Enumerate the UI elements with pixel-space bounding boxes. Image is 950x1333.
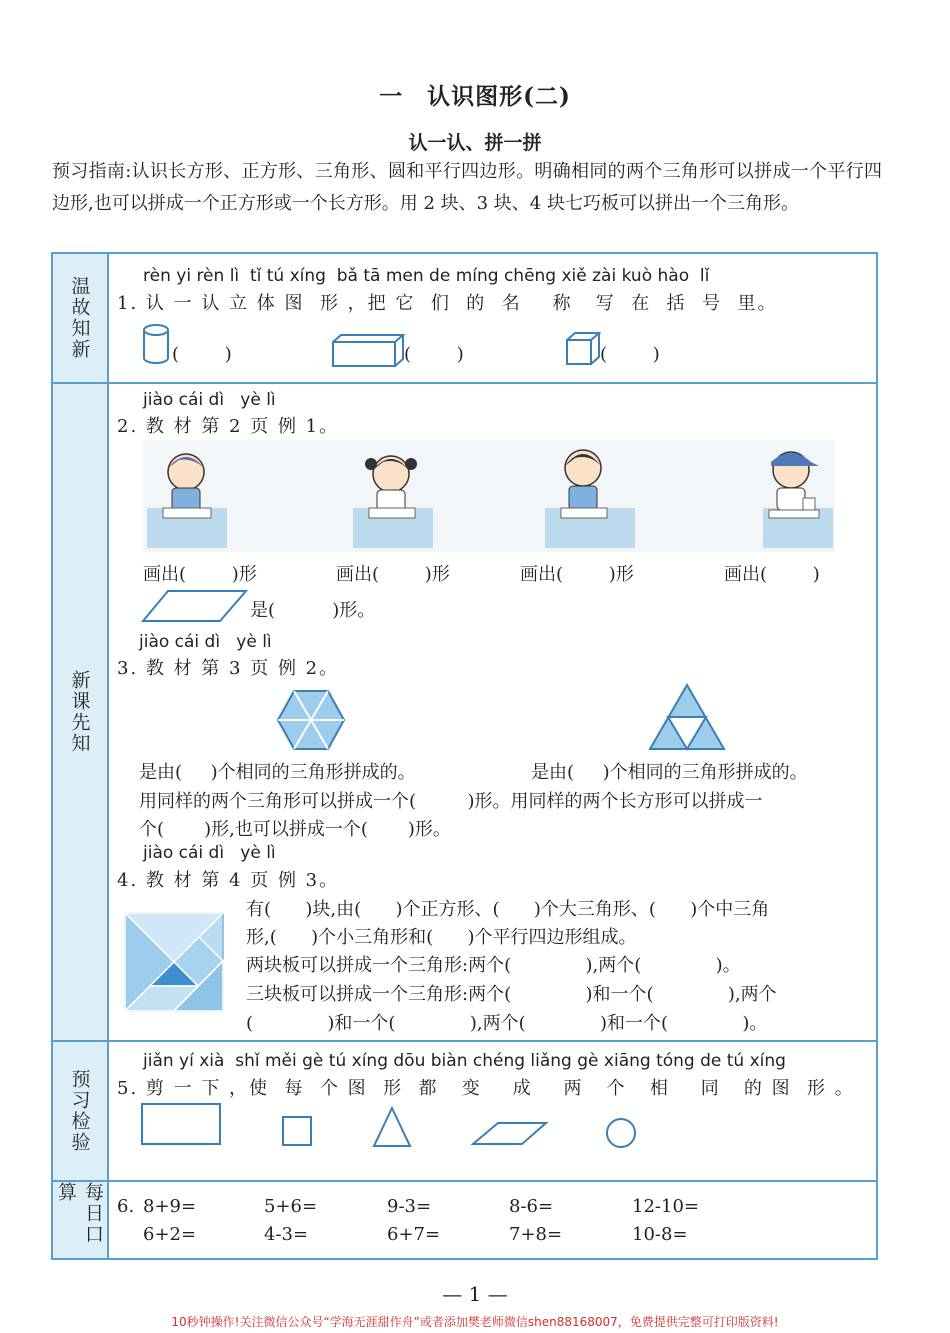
q2-draw-label-2[interactable]: 画出( )形	[336, 564, 450, 585]
q4-line-2[interactable]: 形,( )个小三角形和( )个平行四边形组成。	[246, 927, 637, 948]
section-label-review: 温故知新	[53, 254, 109, 382]
q3-line1a[interactable]: 是由( )个相同的三角形拼成的。	[139, 762, 416, 783]
parallelogram-icon	[140, 588, 250, 624]
section-label-daily-calc: 每日口算	[53, 1182, 109, 1258]
q2-text: 2. 教 材 第 2 页 例 1。	[117, 416, 340, 437]
promo-banner: 10秒钟操作!关注微信公众号“学海无涯甜作舟”或者添加樊老师微信shen88168007，免费提供完整可打印版资料!	[171, 1315, 779, 1329]
calc-item[interactable]: 6+7=	[387, 1224, 441, 1245]
children-drawing-illustration	[143, 440, 835, 552]
q4-line-5[interactable]: ( )和一个( ),两个( )和一个( )。	[246, 1013, 768, 1034]
parallelogram-shape-icon[interactable]	[470, 1120, 550, 1148]
cylinder-icon	[140, 322, 176, 366]
calc-item[interactable]: 7+8=	[509, 1224, 563, 1245]
section-label-new-lesson: 新课先知	[53, 384, 109, 1040]
triangle-of-triangles-icon	[648, 682, 726, 752]
q2-parallelogram-answer[interactable]: 是( )形。	[250, 600, 376, 621]
calc-item[interactable]: 4-3=	[264, 1224, 309, 1245]
page-number: — 1 —	[442, 1282, 508, 1306]
q1-blank-2[interactable]: ( )	[404, 344, 464, 365]
section-label-preview-check: 预习检验	[53, 1042, 109, 1180]
q4-line-3[interactable]: 两块板可以拼成一个三角形:两个( ),两个( )。	[246, 955, 741, 976]
q2-pinyin: jiào cái dì yè lì	[143, 390, 276, 410]
triangle-shape-icon[interactable]	[372, 1106, 412, 1148]
cuboid-icon	[331, 332, 407, 368]
page-title: 一 认识图形(二)	[379, 83, 571, 110]
calc-item[interactable]: 12-10=	[632, 1196, 699, 1217]
divider	[53, 382, 876, 384]
calc-item[interactable]: 10-8=	[632, 1224, 688, 1245]
calc-item[interactable]: 8-6=	[509, 1196, 554, 1217]
q4-text: 4. 教 材 第 4 页 例 3。	[117, 870, 340, 891]
q6-label: 6.	[117, 1196, 135, 1217]
calc-item[interactable]: 5+6=	[264, 1196, 318, 1217]
q3-line2[interactable]: 用同样的两个三角形可以拼成一个( )形。用同样的两个长方形可以拼成一	[139, 791, 763, 812]
q3-text: 3. 教 材 第 3 页 例 2。	[117, 658, 340, 679]
q5-text: 5. 剪 一 下 ，使 每 个 图 形 都 变 成 两 个 相 同 的 图 形 。	[117, 1078, 855, 1099]
circle-shape-icon[interactable]	[604, 1116, 638, 1150]
q5-pinyin: jiǎn yí xià shǐ měi gè tú xíng dōu biàn chéng liǎng gè xiāng tóng de tú xíng	[143, 1051, 786, 1071]
rectangle-shape-icon[interactable]	[140, 1102, 224, 1148]
q2-draw-label-3[interactable]: 画出( )形	[520, 564, 634, 585]
q3-line3[interactable]: 个( )形,也可以拼成一个( )形。	[139, 819, 451, 840]
calc-item[interactable]: 6+2=	[143, 1224, 197, 1245]
q1-blank-1[interactable]: ( )	[172, 344, 232, 365]
study-guide: 预习指南:认识长方形、正方形、三角形、圆和平行四边形。明确相同的两个三角形可以拼成一个平行四边形,也可以拼成一个正方形或一个长方形。用 2 块、3 块、4 块七巧板可以拼出一个三角形。	[52, 161, 882, 214]
calc-item[interactable]: 9-3=	[387, 1196, 432, 1217]
cube-icon	[565, 330, 601, 368]
q1-pinyin: rèn yi rèn lì tǐ tú xíng bǎ tā men de míng chēng xiě zài kuò hào lǐ	[143, 266, 710, 286]
q4-line-4[interactable]: 三块板可以拼成一个三角形:两个( )和一个( ),两个	[246, 984, 777, 1005]
q3-pinyin: jiào cái dì yè lì	[139, 632, 272, 652]
page-subtitle: 认一认、拼一拼	[408, 132, 542, 154]
tangram-icon	[124, 912, 226, 1012]
calc-item[interactable]: 8+9=	[143, 1196, 197, 1217]
children-icon	[143, 440, 835, 552]
divider	[53, 1040, 876, 1042]
q1-blank-3[interactable]: ( )	[600, 344, 660, 365]
hexagon-triangles-icon	[276, 688, 346, 752]
q2-draw-label-1[interactable]: 画出( )形	[143, 564, 257, 585]
q3-line1b[interactable]: 是由( )个相同的三角形拼成的。	[531, 762, 808, 783]
q4-line-1[interactable]: 有( )块,由( )个正方形、( )个大三角形、( )个中三角	[246, 899, 770, 920]
square-shape-icon[interactable]	[280, 1114, 316, 1148]
q4-pinyin: jiào cái dì yè lì	[143, 843, 276, 863]
divider	[53, 1180, 876, 1182]
q2-draw-label-4[interactable]: 画出( )	[724, 564, 820, 585]
q1-text: 1. 认 一 认 立 体 图 形 ，把 它 们 的 名 称 写 在 括 号 里。	[117, 293, 778, 314]
